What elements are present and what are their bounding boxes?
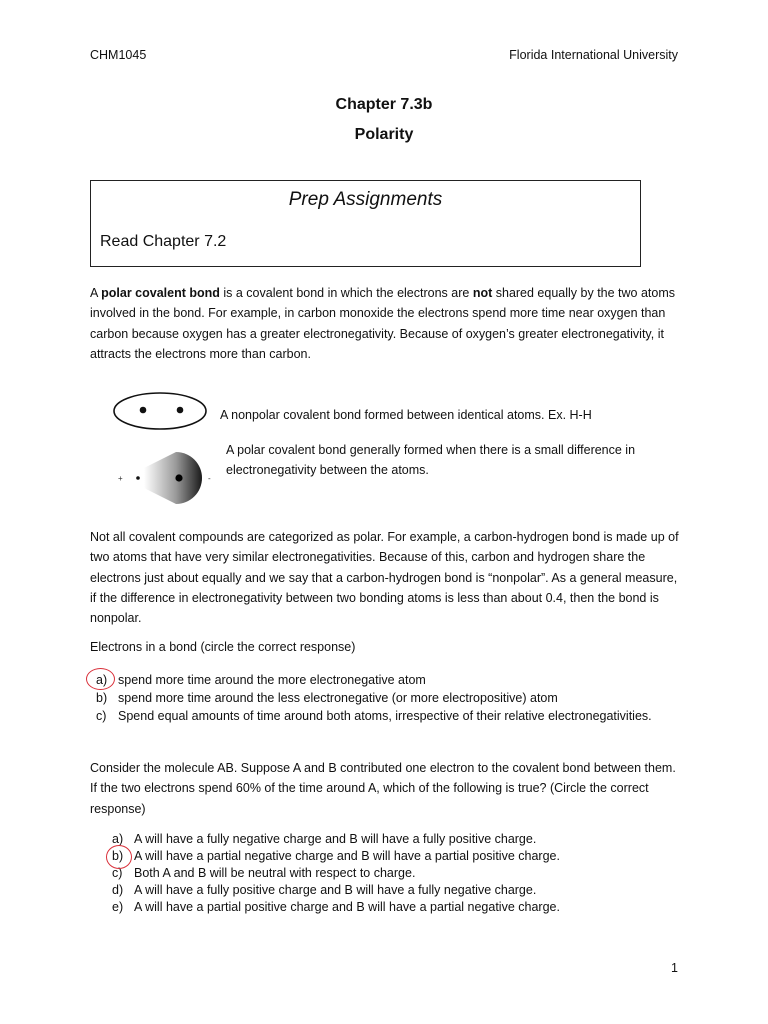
- q2-option-a[interactable]: [112, 830, 536, 848]
- nonpolar-bond-diagram: [108, 388, 212, 434]
- prep-heading: Prep Assignments: [288, 189, 443, 210]
- q2-option-c[interactable]: [112, 864, 415, 882]
- q2-option-d[interactable]: [112, 881, 536, 899]
- q1-options: [90, 671, 690, 731]
- atom-dot-large: [175, 474, 182, 481]
- course-code: CHM1045: [90, 48, 147, 62]
- q2-option-b[interactable]: [112, 847, 560, 865]
- page-number: 1: [671, 961, 678, 975]
- prep-assignments-box: [90, 180, 641, 267]
- option-text: A will have a fully negative charge and B will have a fully positive charge.: [134, 832, 537, 846]
- atom-dot-right: [177, 407, 184, 414]
- option-text: spend more time around the more electronegative atom: [118, 673, 426, 687]
- option-label: c): [112, 866, 123, 880]
- not-emphasis: not: [472, 286, 493, 300]
- answer-circle-q1: [86, 668, 115, 690]
- option-label: a): [96, 673, 108, 687]
- option-label: b): [112, 849, 124, 863]
- intro-paragraph: A polar covalent bond is a covalent bond in which the electrons are not shared equally by the two atoms involved in the bond. For example, in carbon monoxide the electrons spend more time near oxygen than carbon because oxygen has a greater electronegativity. Because of oxygen’s greater electronegativity, it attracts the electrons more than carbon.: [90, 286, 676, 361]
- q2-prompt: Consider the molecule AB. Suppose A and B contributed one electron to the covalent bond between them. If the two electrons spend 60% of the time around A, which of the following is true? (Circle the correct response): [90, 761, 676, 816]
- answer-circle-q2: [106, 845, 132, 869]
- atom-dot-left: [140, 407, 147, 414]
- plus-sign: +: [118, 474, 123, 483]
- q2-option-e[interactable]: [112, 898, 560, 916]
- minus-sign: -: [208, 474, 211, 483]
- atom-dot-small: [136, 476, 140, 480]
- q1-option-c[interactable]: [96, 707, 652, 725]
- option-text: Both A and B will be neutral with respect to charge.: [134, 866, 416, 880]
- option-text: Spend equal amounts of time around both atoms, irrespective of their relative electronegativities.: [118, 709, 652, 723]
- option-label: d): [112, 883, 124, 897]
- option-label: a): [112, 832, 124, 846]
- chapter-title: Chapter 7.3b: [335, 96, 433, 113]
- q1-option-b[interactable]: [96, 689, 558, 707]
- polar-electron-cloud: [144, 452, 202, 504]
- q1-option-a[interactable]: [96, 671, 426, 689]
- prep-reading: Read Chapter 7.2: [100, 233, 227, 250]
- polar-caption: A polar covalent bond generally formed when there is a small difference in electronegativity between the atoms.: [226, 443, 636, 478]
- polar-bond-diagram: [112, 446, 216, 508]
- option-text: spend more time around the less electronegative (or more electropositive) atom: [118, 691, 558, 705]
- topic-title: Polarity: [354, 126, 414, 143]
- option-label: b): [96, 691, 108, 705]
- university-name: Florida International University: [509, 48, 678, 62]
- option-label: c): [96, 709, 107, 723]
- option-text: A will have a partial negative charge and B will have a partial positive charge.: [134, 849, 560, 863]
- option-text: A will have a partial positive charge and B will have a partial negative charge.: [134, 900, 560, 914]
- nonpolar-explanation: Not all covalent compounds are categorized as polar. For example, a carbon-hydrogen bond is made up of two atoms that have very similar electronegativities. Because of this, carbon and hydrogen share the electrons just about equally and we say that a carbon-hydrogen bond is “nonpolar”. As a general measure, if the difference in electronegativity between two bonding atoms is less than about 0.4, then the bond is nonpolar.: [90, 530, 679, 626]
- nonpolar-caption: A nonpolar covalent bond formed between identical atoms. Ex. H-H: [220, 408, 592, 422]
- electron-cloud-ellipse: [114, 393, 206, 429]
- option-text: A will have a fully positive charge and B will have a fully negative charge.: [134, 883, 537, 897]
- q2-options: [90, 830, 690, 922]
- q1-prompt: Electrons in a bond (circle the correct response): [90, 640, 356, 654]
- option-label: e): [112, 900, 124, 914]
- polar-covalent-term: polar covalent bond: [101, 286, 220, 300]
